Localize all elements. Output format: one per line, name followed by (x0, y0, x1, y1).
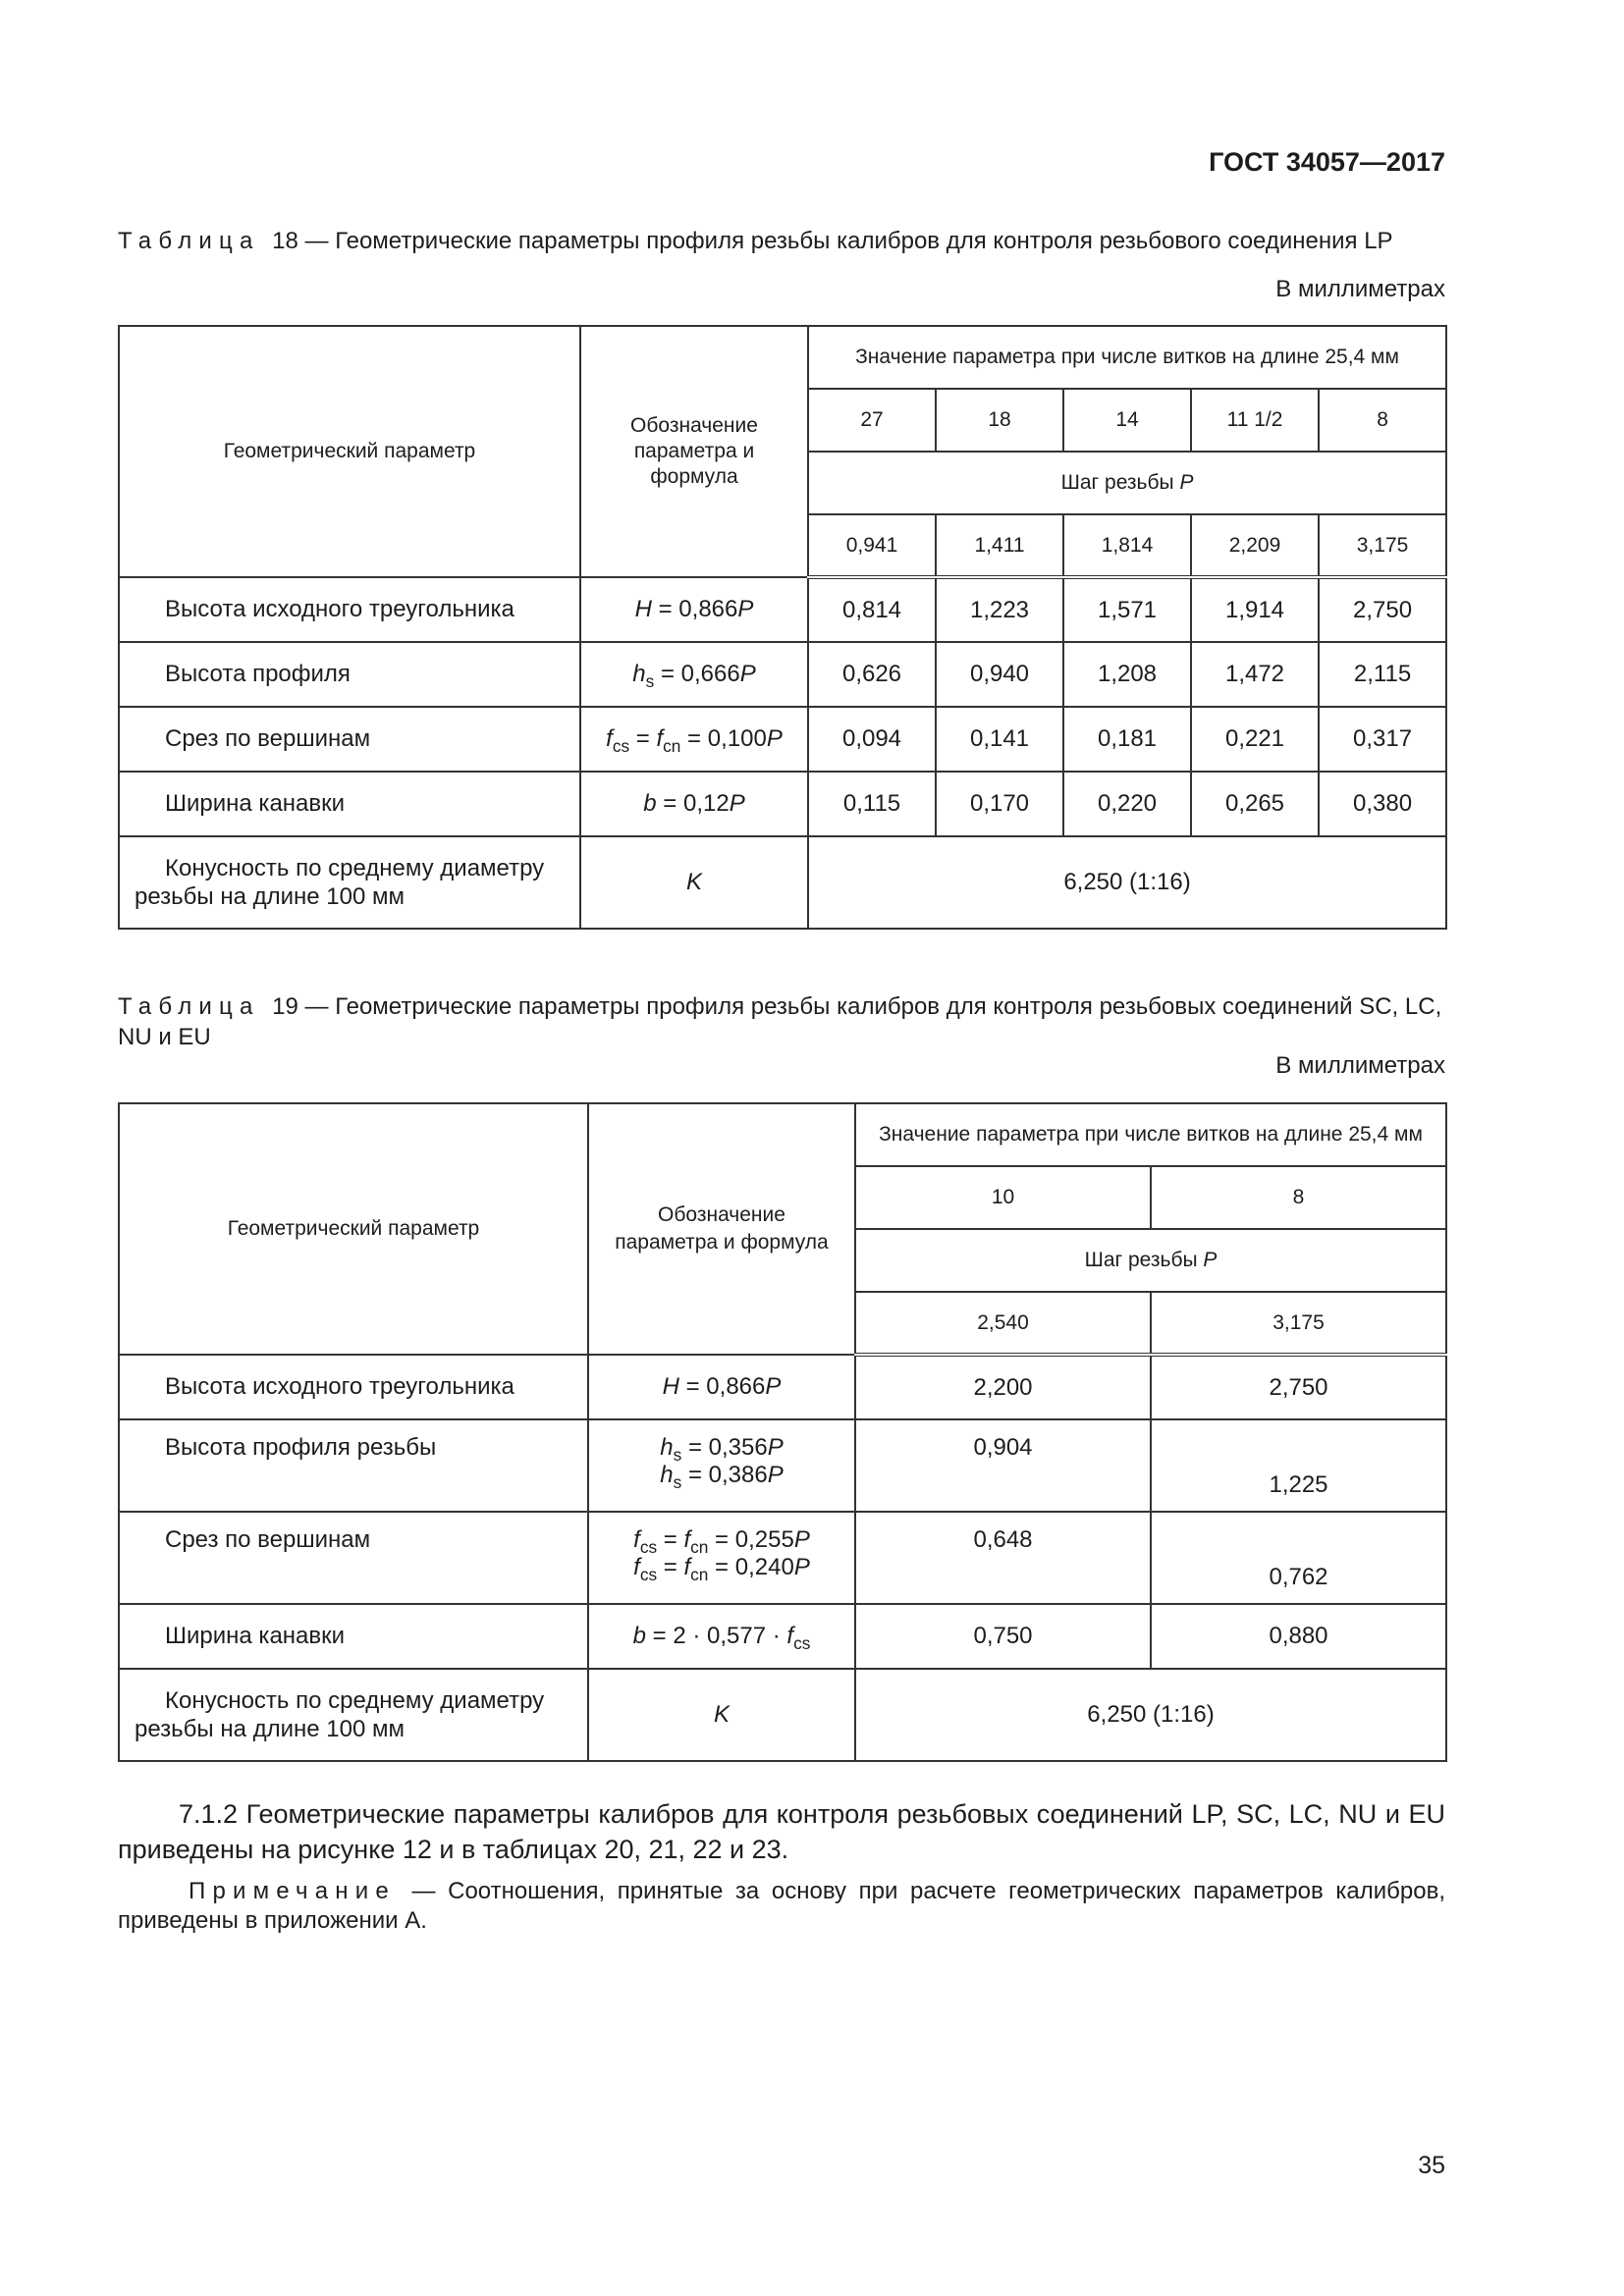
table18-turns-cell: 18 (936, 389, 1063, 452)
value-cell: 1,914 (1191, 577, 1319, 642)
value-cell: 1,225 (1151, 1419, 1446, 1512)
table-row (119, 642, 1446, 707)
value-cell: 1,472 (1191, 642, 1319, 707)
table-row (119, 1512, 1446, 1604)
param-name: Высота профиля резьбы (119, 1419, 588, 1512)
table18-head-value-group: Значение параметра при числе витков на длине 25,4 мм (808, 326, 1446, 389)
table18-pitch-cell: 2,209 (1191, 514, 1319, 577)
table18-units: В миллиметрах (1275, 276, 1445, 302)
table18-pitch-cell: 1,814 (1063, 514, 1191, 577)
table19-pitch-header (855, 1229, 1446, 1292)
document-code: ГОСТ 34057—2017 (1209, 147, 1445, 177)
table19-caption (118, 991, 1445, 1052)
pitch-label: Шаг резьбы (1060, 471, 1180, 494)
table18-pitch-cell: 0,941 (808, 514, 936, 577)
note (118, 1877, 1445, 1936)
value-cell: 0,762 (1151, 1512, 1446, 1604)
value-cell: 1,208 (1063, 642, 1191, 707)
value-cell: 2,750 (1319, 577, 1446, 642)
paragraph-7-1-2: 7.1.2 Геометрические параметры калибров для контроля резьбовых соединений LP, SC, LC, NU и EU приведены на рисунке 12 и в таблицах 20, 21, 22 и 23. (118, 1799, 1445, 1864)
formula: $h_s = 0,666P$ (580, 642, 808, 707)
value-cell: 0,626 (808, 642, 936, 707)
formula: $f_{cs} = f_{cn} = 0,255P$ $f_{cs} = f_{cn} = 0,240P$ (588, 1512, 855, 1604)
value-cell: 1,223 (936, 577, 1063, 642)
table19-turns-cell: 10 (855, 1166, 1151, 1229)
table18-head-param: Геометрический параметр (119, 326, 580, 577)
table19-units: В миллиметрах (1275, 1052, 1445, 1079)
value-cell: 0,648 (855, 1512, 1151, 1604)
formula: b = 0,12P (580, 772, 808, 836)
value-cell: 0,181 (1063, 707, 1191, 772)
param-name: Высота исходного треугольника (119, 1355, 588, 1419)
table-row (119, 1355, 1446, 1419)
value-cell: 2,115 (1319, 642, 1446, 707)
pitch-symbol: P (1179, 471, 1194, 494)
table19-head-value-group: Значение параметра при числе витков на длине 25,4 мм (855, 1103, 1446, 1166)
value-cell: 0,115 (808, 772, 936, 836)
table-row (119, 577, 1446, 642)
value-cell: 1,571 (1063, 577, 1191, 642)
table18 (118, 325, 1447, 930)
table18-pitch-header (808, 452, 1446, 514)
table19-pitch-cell: 2,540 (855, 1292, 1151, 1355)
value-cell: 0,317 (1319, 707, 1446, 772)
value-cell: 2,200 (855, 1355, 1151, 1419)
note-label: Примечание (189, 1878, 396, 1904)
param-name: Срез по вершинам (119, 707, 580, 772)
param-name: Конусность по среднему диаметру резьбы на длине 100 мм (119, 1669, 588, 1761)
param-name: Ширина канавки (119, 772, 580, 836)
table19-head-param: Геометрический параметр (119, 1103, 588, 1355)
table18-caption-label: Таблица (118, 228, 260, 254)
table18-pitch-cell: 1,411 (936, 514, 1063, 577)
value-cell: 0,141 (936, 707, 1063, 772)
param-name: Высота исходного треугольника (119, 577, 580, 642)
value-cell: 0,750 (855, 1604, 1151, 1669)
page-number: 35 (1418, 2152, 1445, 2179)
formula: H = 0,866P (580, 577, 808, 642)
table18-head-designation: Обозначение параметра и формула (580, 326, 808, 577)
table-row (119, 772, 1446, 836)
formula: K (588, 1669, 855, 1761)
formula: $b = 2 \cdot 0,577 \cdot f_{cs}$ (588, 1604, 855, 1669)
table-row (119, 1669, 1446, 1761)
pitch-symbol: P (1203, 1249, 1218, 1271)
table18-turns-cell: 8 (1319, 389, 1446, 452)
value-cell: 0,380 (1319, 772, 1446, 836)
value-cell: 0,814 (808, 577, 936, 642)
table18-turns-cell: 14 (1063, 389, 1191, 452)
table18-turns-cell: 27 (808, 389, 936, 452)
value-cell: 0,220 (1063, 772, 1191, 836)
value-cell: 0,221 (1191, 707, 1319, 772)
table18-caption-text: 18 — Геометрические параметры профиля резьбы калибров для контроля резьбового соединения LP (265, 228, 1393, 254)
value-cell: 0,904 (855, 1419, 1151, 1512)
value-cell: 0,880 (1151, 1604, 1446, 1669)
param-name: Ширина канавки (119, 1604, 588, 1669)
formula: $h_s = 0,356P$ $h_s = 0,386P$ (588, 1419, 855, 1512)
taper-value: 6,250 (1:16) (855, 1669, 1446, 1761)
value-cell: 0,265 (1191, 772, 1319, 836)
formula: $f_{cs} = f_{cn} = 0,100P$ (580, 707, 808, 772)
table-row (119, 836, 1446, 929)
table18-turns-cell: 11 1/2 (1191, 389, 1319, 452)
table19-head-designation: Обозначение параметра и формула (588, 1103, 855, 1355)
formula: H = 0,866P (588, 1355, 855, 1419)
param-name: Срез по вершинам (119, 1512, 588, 1604)
pitch-label: Шаг резьбы (1084, 1249, 1204, 1271)
value-cell: 0,940 (936, 642, 1063, 707)
table-row (119, 707, 1446, 772)
table19-turns-cell: 8 (1151, 1166, 1446, 1229)
table18-pitch-cell: 3,175 (1319, 514, 1446, 577)
taper-value: 6,250 (1:16) (808, 836, 1446, 929)
table19-pitch-cell: 3,175 (1151, 1292, 1446, 1355)
value-cell: 2,750 (1151, 1355, 1446, 1419)
note-text: — Соотношения, принятые за основу при расчете геометрических параметров калибров, приведены в приложении А. (118, 1878, 1445, 1934)
value-cell: 0,170 (936, 772, 1063, 836)
formula: K (580, 836, 808, 929)
table19-caption-text: 19 — Геометрические параметры профиля резьбы калибров для контроля резьбовых соединений SC, LC, NU и EU (118, 993, 1442, 1050)
table19-caption-label: Таблица (118, 993, 260, 1020)
table-row (119, 1604, 1446, 1669)
value-cell: 0,094 (808, 707, 936, 772)
param-name: Конусность по среднему диаметру резьбы на длине 100 мм (119, 836, 580, 929)
table19 (118, 1102, 1447, 1762)
table18-caption (118, 226, 1445, 256)
param-name: Высота профиля (119, 642, 580, 707)
table-row (119, 1419, 1446, 1512)
